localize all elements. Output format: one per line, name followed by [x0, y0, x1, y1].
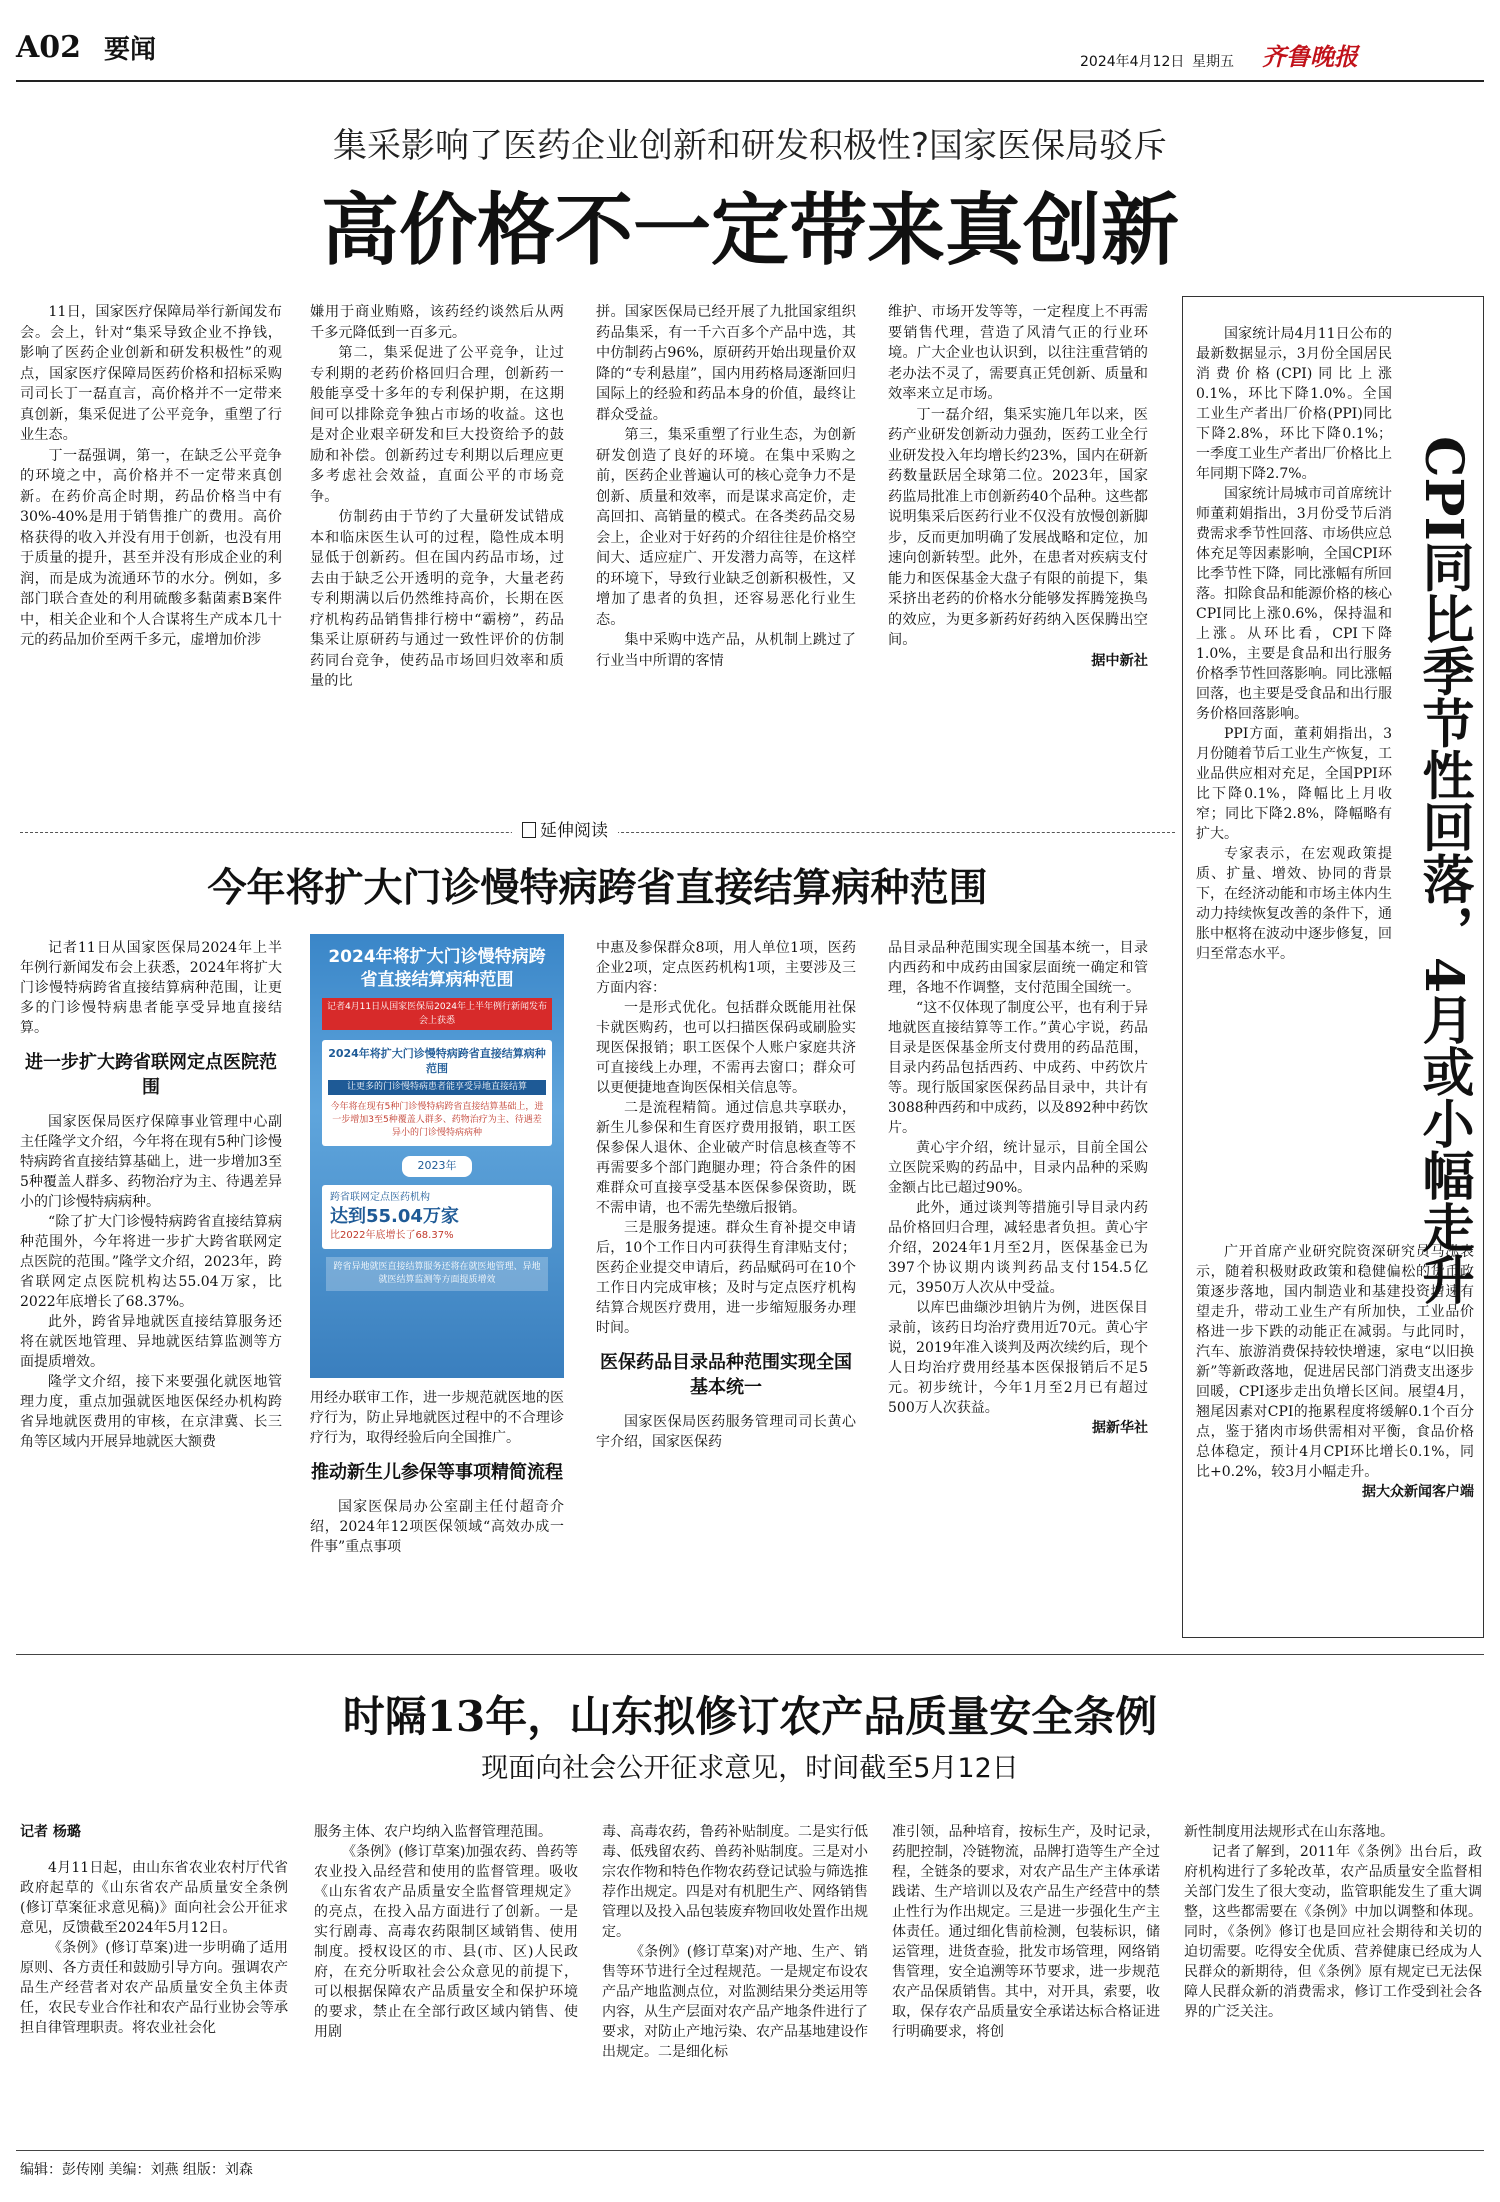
paragraph: 三是服务提速。群众生育补提交申请后，10个工作日内可获得生育津贴支付；医药企业提交申请后，药品赋码可在10个工作日内完成审核；及时与定点医疗机构结算合规医疗费用，进一步缩短服务办理时间。: [596, 1220, 856, 1336]
paragraph: 国家医保局办公室副主任付超奇介绍，2024年12项医保领域“高效办成一件事”重点事项: [310, 1499, 564, 1555]
paragraph: 一是形式优化。包括群众既能用社保卡就医购药，也可以扫描医保码或刷脸实现医保报销；职工医保个人账户家庭共济可直接线上办理，不需再去窗口；群众可以更便捷地查询医保相关信息等。: [596, 1000, 856, 1096]
paragraph: PPI方面，董莉娟指出，3月份随着节后工业生产恢复，工业品供应相对充足，全国PPI环比下降0.1%，降幅比上月收窄；同比下降2.8%，降幅略有扩大。: [1196, 726, 1392, 842]
byline: 记者 杨璐: [20, 1824, 81, 1840]
story3-headline: 时隔13年，山东拟修订农产品质量安全条例: [342, 1692, 1158, 1741]
paragraph: 用经办联审工作，进一步规范就医地的医疗行为，防止异地就医过程中的不合理诊疗行为，取得经验后向全国推广。: [310, 1390, 564, 1446]
paragraph: 《条例》(修订草案)加强农药、兽药等农业投入品经营和使用的监督管理。吸收《山东省农产品质量安全监督管理规定》的亮点，在投入品方面进行了创新。一是实行剧毒、高毒农药限制区域销售、使用制度。授权设区的市、县(市、区)人民政府，在充分听取社会公众意见的前提下，可以根据保障农产品质量安全和保护环境的要求，禁止在全部行政区域内销售、使用剧: [314, 1844, 578, 2040]
story3-col5: [1184, 1822, 1482, 2142]
story2-col1: [20, 938, 282, 1628]
infographic-box-title: 2024年将扩大门诊慢特病跨省直接结算病种范围: [328, 1047, 546, 1075]
paragraph: 11日，国家医疗保障局举行新闻发布会。会上，针对“集采导致企业不挣钱，影响了医药企业创新和研发积极性”的观点，国家医疗保障局医药价格和招标采购司司长丁一磊直言，高价格并不一定带来真创新，集采促进了公平竞争，重塑了行业生态。: [20, 304, 282, 443]
paragraph: “除了扩大门诊慢特病跨省直接结算病种范围外，今年将进一步扩大跨省联网定点医院的范围。”隆学文介绍，2023年，跨省联网定点医院机构达55.04万家，比2022年底增长了68.37%。: [20, 1214, 282, 1310]
paragraph: 丁一磊强调，第一，在缺乏公平竞争的环境之中，高价格并不一定带来真创新。在药价高企时期，药品价格当中有30%-40%是用于销售推广的费用。高价格获得的收入并没有用于创新，也没有用于质量的提升，甚至并没有形成企业的利润，而是成为流通环节的水分。例如，多部门联合查处的利用硫酸多黏菌素B案件中，相关企业和个人合谋将生产成本几十元的药品加价至两千多元，虚增加价涉: [20, 447, 282, 648]
subheading: 推动新生儿参保等事项精简流程: [311, 1462, 563, 1483]
sidebar-headline: CPI同比季节性回落，4月或小幅走升: [1413, 436, 1474, 1305]
paragraph: 国家统计局城市司首席统计师董莉娟指出，3月份受节后消费需求季节性回落、市场供应总体充足等因素影响，全国CPI环比季节性下降，同比涨幅有所回落。扣除食品和能源价格的核心CPI同比上涨0.6%，保持温和上涨。从环比看，CPI下降1.0%，主要是食品和出行服务价格季节性回落影响。同比涨幅回落，也主要是受食品和出行服务价格回落影响。: [1196, 486, 1392, 722]
infographic-box: [322, 1040, 552, 1146]
story1-col1: [20, 302, 282, 814]
story1-kicker: 集采影响了医药企业创新和研发积极性?国家医保局驳斥: [332, 126, 1168, 166]
story3-col4: [892, 1822, 1160, 2142]
infographic-stat: [322, 1185, 552, 1249]
paragraph: 此外，跨省异地就医直接结算服务还将在就医地管理、异地就医结算监测等方面提质增效。: [20, 1314, 282, 1370]
story1-col4: [888, 302, 1148, 814]
paragraph: 以库巴曲缬沙坦钠片为例，进医保目录前，该药日均治疗费用近70元。黄心宇说，2019年准入谈判及两次续约后，现个人日均治疗费用经基本医保报销后不足5元。初步统计，今年1月至2月已有超过500万人次获益。: [888, 1300, 1148, 1416]
story3-col1: [20, 1822, 288, 2142]
issue-date: 2024年4月12日: [1080, 54, 1185, 70]
story3-col3: [602, 1822, 868, 2142]
paragraph: 《条例》(修订草案)进一步明确了适用原则、各方责任和鼓励引导方向。强调农产品生产经营者对农产品质量安全负主体责任，农民专业合作社和农产品行业协会等承担自律管理职责。将农业社会化: [20, 1940, 288, 2036]
source-credit: 据大众新闻客户端: [1362, 1484, 1474, 1500]
paragraph: “这不仅体现了制度公平，也有利于异地就医直接结算等工作。”黄心宇说，药品目录是医保基金所支付费用的药品范围，目录内药品包括西药、中成药、中药饮片等。现行版国家医保药品目录中，共计有3088种西药和中成药，以及892种中药饮片。: [888, 1000, 1148, 1136]
paragraph: 新性制度用法规形式在山东落地。: [1184, 1824, 1394, 1840]
infographic-year: 2023年: [402, 1156, 472, 1177]
source-credit: 据新华社: [1092, 1420, 1148, 1436]
paragraph: 隆学文介绍，接下来要强化就医地管理力度，重点加强就医地医保经办机构跨省异地就医费用的审核，在京津冀、长三角等区域内开展异地就医大额费: [20, 1374, 282, 1450]
paragraph: 此外，通过谈判等措施引导目录内药品价格回归合理，减轻患者负担。黄心宇介绍，2024年1月至2月，医保基金已为397个协议期内谈判药品支付154.5亿元，3950万人次从中受益。: [888, 1200, 1148, 1296]
paragraph: 记者了解到，2011年《条例》出台后，政府机构进行了多轮改革，农产品质量安全监督相关部门发生了很大变动，监管职能发生了重大调整，这些都需要在《条例》中加以调整和体现。同时，《条例》修订也是回应社会期待和关切的迫切需要。吃得安全优质、营养健康已经成为人民群众的新期待，但《条例》原有规定已无法保障人民群众新的消费需求，修订工作受到社会各界的广泛关注。: [1184, 1844, 1482, 2020]
subheading: 进一步扩大跨省联网定点医院范围: [25, 1052, 277, 1098]
paragraph: 嫌用于商业贿赂，该药经约谈然后从两千多元降低到一百多元。: [310, 304, 564, 341]
infographic-growth: 比2022年底增长了68.37%: [330, 1229, 454, 1241]
paragraph: 中惠及参保群众8项，用人单位1项，医药企业2项，定点医药机构1项，主要涉及三方面内容：: [596, 940, 856, 996]
story3-col2: [314, 1822, 578, 2142]
story2-col4: [888, 938, 1148, 1628]
paragraph: 毒、高毒农药，鲁药补贴制度。二是实行低毒、低残留农药、兽药补贴制度。三是对小宗农作物和特色作物农药登记试验与筛选推荐作出规定。四是对有机肥生产、网络销售管理以及投入品包装废弃物回收处置作出规定。: [602, 1824, 868, 1940]
section-name: 要闻: [104, 35, 157, 65]
paragraph: 维护、市场开发等等，一定程度上不再需要销售代理，营造了风清气正的行业环境。广大企业也认识到，以往注重营销的老办法不灵了，需要真正凭创新、质量和效率来立足市场。: [888, 304, 1148, 402]
subheading: 医保药品目录品种范围实现全国基本统一: [600, 1352, 852, 1398]
story1-col3: [596, 302, 856, 814]
doc-icon: [522, 822, 536, 838]
paragraph: 拼。国家医保局已经开展了九批国家组织药品集采，有一千六百多个产品中选，其中仿制药占96%，原研药开始出现量价双降的“专利悬崖”，国内用药格局逐渐回归国际上的经验和药品本身的价值，最终让群众受益。: [596, 304, 856, 423]
story1-col2: [310, 302, 564, 814]
paragraph: 黄心宇介绍，统计显示，目前全国公立医院采购的药品中，目录内品种的采购金额占比已超过90%。: [888, 1140, 1148, 1196]
page-number: A02: [16, 30, 82, 65]
paragraph: 仿制药由于节约了大量研发试错成本和临床医生认可的过程，隐性成本明显低于创新药。但在国内药品市场，过去由于缺乏公开透明的竞争，大量老药专利期满以后仍然维持高价，长期在医疗机构药品销售排行榜中“霸榜”，药品集采让原研药与通过一致性评价的仿制药同台竞争，使药品市场回归效率和质量的比: [310, 509, 564, 689]
sidebar-text-bottom: [1196, 1242, 1474, 1622]
paragraph: 第三，集采重塑了行业生态，为创新研发创造了良好的环境。在集中采购之前，医药企业普遍认可的核心竞争力不是创新、质量和效率，而是谋求高定价，走高回扣、高销量的模式。在各类药品交易会上，企业对于好药的介绍往往是价格空间大、适应症广、开发潜力高等，在这样的环境下，导致行业缺乏创新积极性，又增加了患者的负担，还容易恶化行业生态。: [596, 427, 856, 628]
divider-label: [512, 818, 618, 844]
infographic-title: 2024年将扩大门诊慢特病跨省直接结算病种范围: [328, 947, 546, 990]
infographic-sub: 记者4月11日从国家医保局2024年上半年例行新闻发布会上获悉: [322, 998, 552, 1030]
issue-weekday: 星期五: [1192, 54, 1234, 70]
infographic-stat-label: 跨省联网定点医药机构: [330, 1191, 430, 1203]
paragraph: 国家医保局医疗保障事业管理中心副主任隆学文介绍，今年将在现有5种门诊慢特病跨省直接结算基础上，进一步增加3至5种覆盖人群多、药物治疗为主、待遇差异小的门诊慢特病病种。: [20, 1114, 282, 1210]
paper-logo: 齐鲁晚报: [1262, 42, 1358, 71]
paragraph: 服务主体、农户均纳入监督管理范围。: [314, 1824, 552, 1840]
story1-headline: 高价格不一定带来真创新: [320, 185, 1179, 276]
paragraph: 品目录品种范围实现全国基本统一，目录内西药和中成药由国家层面统一确定和管理，各地不作调整，支付范围全国统一。: [888, 940, 1148, 996]
infographic-box-tag: 让更多的门诊慢特病患者能享受异地直接结算: [328, 1080, 546, 1095]
paragraph: 4月11日起，由山东省农业农村厅代省政府起草的《山东省农产品质量安全条例(修订草案征求意见稿)》面向社会公开征求意见，反馈截至2024年5月12日。: [20, 1860, 288, 1936]
story2-col3: [596, 938, 856, 1628]
paragraph: 国家统计局4月11日公布的最新数据显示，3月份全国居民消费价格(CPI)同比上涨0.1%，环比下降1.0%。全国工业生产者出厂价格(PPI)同比下降2.8%，环比下降0.1%；一季度工业生产者出厂价格比上年同期下降2.7%。: [1196, 326, 1392, 482]
infographic-foot: 跨省异地就医直接结算服务还将在就医地管理、异地就医结算监测等方面提质增效: [326, 1257, 548, 1291]
paragraph: 集中采购中选产品，从机制上跳过了行业当中所谓的客情: [596, 632, 856, 669]
infographic-box-text: 今年将在现有5种门诊慢特病跨省直接结算基础上，进一步增加3至5种覆盖人群多、药物治疗为主、待遇差异小的门诊慢特病病种: [330, 1102, 544, 1138]
paragraph: 丁一磊介绍，集采实施几年以来，医药产业研发创新动力强劲，医药工业全行业研发投入年均增长约23%，国内在研新药数量跃居全球第二位。2023年，国家药监局批准上市创新药40个品种。这些都说明集采后医药行业不仅没有放慢创新脚步，反而更加明确了发展战略和定位，加速向创新转型。此外，在患者对疾病支付能力和医保基金大盘子有限的前提下，集采挤出老药的价格水分能够发挥腾笼换鸟的效应，为更多新药好药纳入医保腾出空间。: [888, 406, 1148, 648]
editor-credits: 编辑：彭传刚 美编：刘燕 组版：刘森: [20, 2162, 253, 2178]
divider-text: 延伸阅读: [540, 821, 608, 841]
paragraph: 国家医保局医药服务管理司司长黄心宇介绍，国家医保药: [596, 1414, 856, 1450]
story3-subhead: 现面向社会公开征求意见，时间截至5月12日: [481, 1753, 1019, 1784]
story2-col2: [310, 1388, 564, 1628]
paragraph: 广开首席产业研究院资深研究员马泓表示，随着积极财政政策和稳健偏松的货币政策逐步落地，国内制造业和基建投资增速有望走升，带动工业生产有所加快，工业品价格进一步下跌的动能正在减弱。与此同时，汽车、旅游消费保持较快增速，家电“以旧换新”等新政落地，促进居民部门消费支出逐步回暖，CPI逐步走出负增长区间。展望4月，翘尾因素对CPI的拖累程度将缓解0.1个百分点，鉴于猪肉市场供需相对平衡，食品价格总体稳定，预计4月CPI环比增长0.1%，同比+0.2%，较3月小幅走升。: [1196, 1244, 1474, 1480]
story2-headline: 今年将扩大门诊慢特病跨省直接结算病种范围: [207, 865, 988, 911]
paragraph: 准引领，品种培育，按标生产，及时记录，药肥控制，冷链物流，品牌打造等生产全过程，全链条的要求，对农产品生产主体承诺践诺、生产培训以及农产品生产经营中的禁止性行为作出规定。三是进一步强化生产主体责任。通过细化售前检测，包装标识，储运管理，进货查验，批发市场管理，网络销售管理，安全追溯等环节要求，进一步规范农产品保质销售。其中，对开具，索要，收取，保存农产品质量安全承诺达标合格证进行明确要求，将创: [892, 1824, 1160, 2040]
infographic: [310, 934, 564, 1378]
paragraph: 记者11日从国家医保局2024年上半年例行新闻发布会上获悉，2024年将扩大门诊慢特病跨省直接结算病种范围，让更多的门诊慢特病患者能享受异地直接结算。: [20, 940, 282, 1036]
paragraph: 二是流程精简。通过信息共享联办，新生儿参保和生育医疗费用报销，职工医保参保人退休、企业破产时信息核查等不再需要多个部门跑腿办理；符合条件的困难群众可直接享受基本医保参保资助，既不需申请，也不需先垫缴后报销。: [596, 1100, 856, 1216]
paragraph: 专家表示，在宏观政策提质、扩量、增效、协同的背景下，在经济动能和市场主体内生动力持续恢复改善的条件下，通胀中枢将在波动中逐步修复，回归至常态水平。: [1196, 846, 1392, 962]
paragraph: 第二，集采促进了公平竞争，让过专利期的老药价格回归合理，创新药一般能享受十多年的专利保护期，在这期间可以排除竞争独占市场的收益。这也是对企业艰辛研发和巨大投资给予的鼓励和补偿。创新药过专利期以后理应更多考虑社会效益，直面公平的市场竞争。: [310, 345, 564, 505]
infographic-stat-value: 达到55.04万家: [330, 1205, 459, 1227]
source-credit: 据中新社: [1091, 652, 1148, 669]
paragraph: 《条例》(修订草案)对产地、生产、销售等环节进行全过程规范。一是规定布设农产品产地监测点位，对监测结果分类运用等内容，从生产层面对农产品产地条件进行了要求，对防止产地污染、农产品基地建设作出规定。二是细化标: [602, 1944, 868, 2060]
